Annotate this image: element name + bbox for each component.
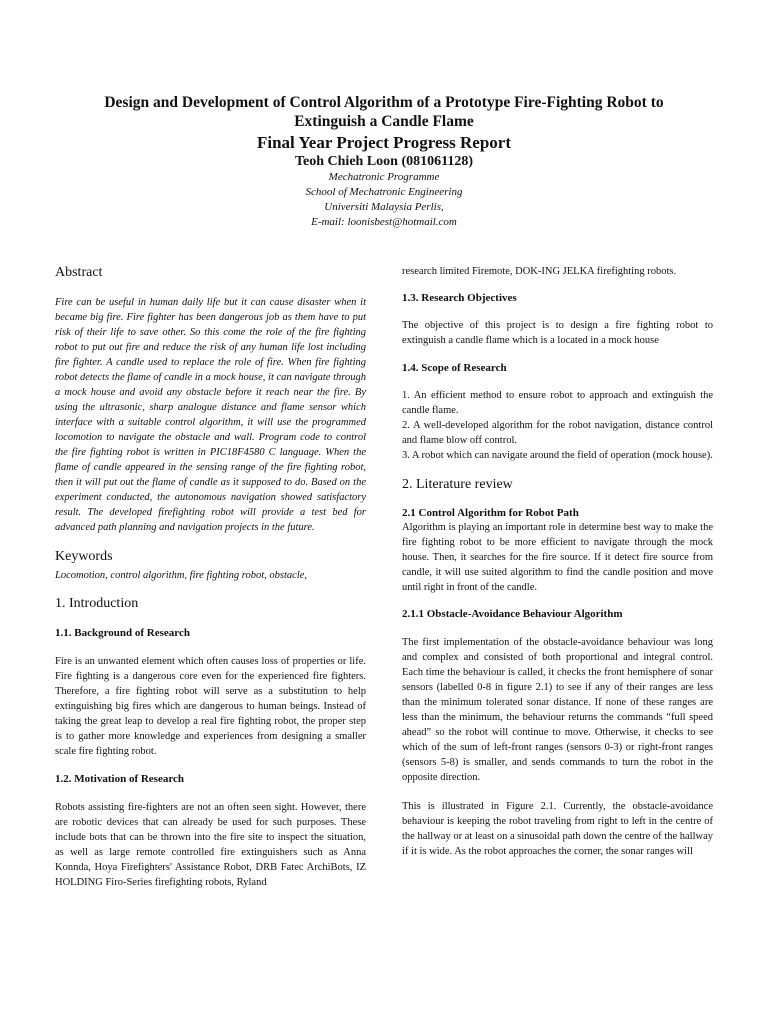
keywords-text: Locomotion, control algorithm, fire fighting robot, obstacle, [55,570,307,581]
affiliation-programme: Mechatronic Programme [328,171,440,183]
section-1-2-heading: 1.2. Motivation of Research [55,773,185,785]
keywords-heading: Keywords [55,549,113,564]
section-1-4-heading: 1.4. Scope of Research [402,362,507,374]
section-1-2-text: Robots assisting fire-fighters are not an often seen sight. However, there are robotic devices that can already be used for such purposes. These include bots that can be thrown into the fire site to inspect the situation, as well as large remote controlled fire extinguishers such as Anna Konnda, Hoya Firefighters' Assistance Robot, DRB Fatec ArchiBots, IZ HOLDING Firo-Series firefighting robots, Ryland [55,802,366,888]
continued-text: research limited Firemote, DOK-ING JELKA firefighting robots. [402,266,677,277]
section-2-1-1-text-2: This is illustrated in Figure 2.1. Currently, the obstacle-avoidance behaviour is keeping the robot traveling from right to left in the centre of the hallway or at least on a sinusoidal path down the centre of the hallway if it is wide. As the robot approaches the corner, the sonar ranges will [402,801,713,857]
abstract-heading: Abstract [55,265,103,280]
literature-review-heading: 2. Literature review [402,477,513,492]
abstract-text: Fire can be useful in human daily life but it can cause disaster when it became big fire. Fire fighter has been dangerous job as them have to put risk of their life to save other. So this come the role of the fire fighting robot to put out fire and reduce the risk of any human life lost including fire fighter. A candle used to replace the role of fire. When fire fighting robot detects the flame of candle in a mock house, it can navigate through a mock house and avoid any obstacle before it reach near the fire. By using the ultrasonic, sharp analogue distance and flame sensor which interface with a suitable control algorithm, it will use the programmed locomotion to navigate the obstacle and wall. Program code to control the fire fighting robot is written in PIC18F4580 C language. When the flame of candle appeared in the sensing range of the fire fighting robot, then it will put out the flame of candle as it supposed to do. Based on the experiment conducted, the autonomous navigation showed satisfactory result. The developed firefighting robot will provide a test bed for advanced path planning and navigation projects in the future. [55,297,366,533]
paper-title-line2: Extinguish a Candle Flame [294,113,474,130]
section-1-3-text: The objective of this project is to design a fire fighting robot to extinguish a candle flame which is a located in a mock house [402,320,713,346]
section-2-1-1-text-1: The first implementation of the obstacle-avoidance behaviour was long and complex and consisted of both proportional and integral control. Each time the behaviour is called, it checks the front hemisphere of sonar sensors (labelled 0-8 in figure 2.1) to see if any of their ranges are less than the minimum tolerated sonar distance. If none of these ranges are less than the minimum, the behaviour returns the commands “full speed ahead” so the robot will continue to move. Otherwise, it checks to see which of the sum of left-front ranges (sensors 0-3) or right-front ranges (sensors 5-8) is smaller, and sends commands to turn the robot in the opposite direction. [402,637,713,783]
scope-item-2: 2. A well-developed algorithm for the robot navigation, distance control and flame blow off control. [402,420,713,446]
affiliation-university: Universiti Malaysia Perlis, [324,201,444,213]
scope-item-1: 1. An efficient method to ensure robot to approach and extinguish the candle flame. [402,390,713,416]
author-email: E-mail: loonisbest@hotmail.com [311,216,457,228]
section-1-1-text: Fire is an unwanted element which often causes loss of properties or life. Fire fighting is a dangerous core even for the experienced fire fighters. Therefore, a fire fighting robot will serve as a substitution to help extinguishing big fires which are dangerous to human beings. Instead of taking the great leap to develop a real fire fighting robot, the proper step is to gather more knowledge and experiences from designing a smaller scale fire fighting robot. [55,656,366,757]
section-2-1-heading: 2.1 Control Algorithm for Robot Path [402,507,579,519]
paper-header [0,93,768,230]
paper-title-line1: Design and Development of Control Algorithm of a Prototype Fire-Fighting Robot to [104,94,664,111]
scope-item-3: 3. A robot which can navigate around the field of operation (mock house). [402,450,713,461]
affiliation-school: School of Mechatronic Engineering [305,186,463,198]
author-name: Teoh Chieh Loon (081061128) [294,154,473,169]
section-2-1-1-heading: 2.1.1 Obstacle-Avoidance Behaviour Algorithm [402,608,623,620]
section-1-3-heading: 1.3. Research Objectives [402,292,517,304]
section-2-1-text: Algorithm is playing an important role in determine best way to make the fire fighting robot to be more efficient to navigate through the mock house. Then, it searches for the fire source. If it detect fire source from candle, it will use suited algorithm to find the candle position and move until right in front of the candle. [402,522,713,593]
report-type: Final Year Project Progress Report [257,133,511,152]
left-column [55,264,366,890]
right-column [402,264,713,859]
introduction-heading: 1. Introduction [55,596,139,611]
section-1-1-heading: 1.1. Background of Research [55,627,190,639]
